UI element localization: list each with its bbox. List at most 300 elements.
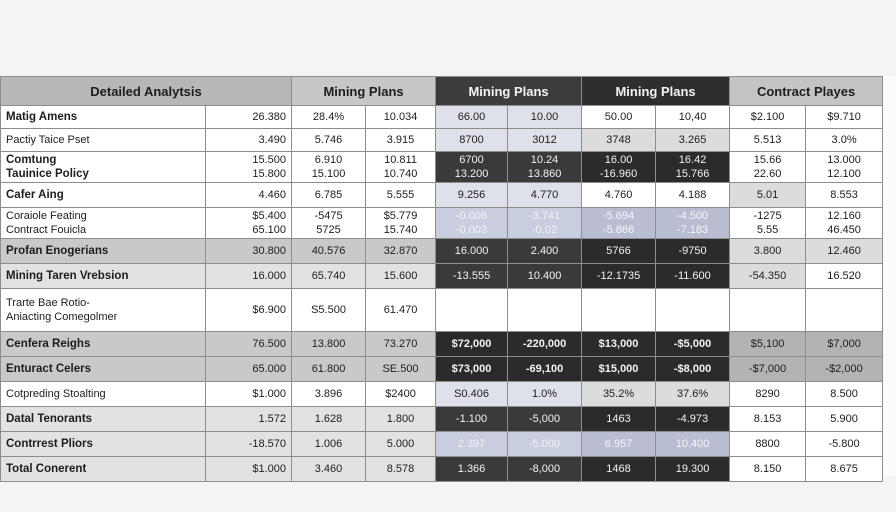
cell-value: 6.957 — [604, 438, 633, 450]
cell-i[interactable] — [806, 289, 883, 332]
cell-value: 1.366 — [457, 463, 486, 475]
cell-value: 5.555 — [386, 189, 415, 201]
cell-c[interactable] — [366, 357, 436, 382]
row-label-cell[interactable] — [1, 264, 206, 289]
cell-value: 12.100 — [827, 168, 861, 180]
cell-c[interactable] — [366, 183, 436, 208]
cell-g[interactable] — [656, 239, 730, 264]
cell-value: $13,000 — [598, 338, 639, 350]
cell-c[interactable] — [366, 457, 436, 482]
cell-value: -3.741 — [528, 210, 561, 222]
cell-f[interactable] — [582, 239, 656, 264]
cell-value: $9.710 — [827, 111, 861, 123]
header-mining-plans-1[interactable]: Mining Plans — [292, 77, 436, 106]
row-label-cell[interactable] — [1, 332, 206, 357]
cell-d[interactable] — [436, 382, 508, 407]
cell-value: -18.570 — [248, 438, 287, 450]
cell-value: $7,000 — [827, 338, 861, 350]
cell-value: 30.800 — [252, 245, 287, 257]
row-label-line: Profan Enogerians — [6, 245, 109, 257]
cell-value: -9750 — [678, 245, 707, 257]
cell-value: 15.66 — [753, 154, 782, 166]
table-row — [1, 239, 883, 264]
cell-e[interactable] — [508, 407, 582, 432]
row-label-line: Pactiy Taice Pset — [6, 134, 90, 146]
row-label-line: Contrrest Pliors — [6, 438, 93, 450]
cell-value: 35.2% — [602, 388, 635, 400]
analysis-table — [0, 76, 883, 482]
cell-g[interactable] — [656, 432, 730, 457]
cell-e[interactable] — [508, 208, 582, 239]
cell-value: 15.800 — [252, 168, 287, 180]
row-label-cell[interactable] — [1, 152, 206, 183]
cell-h[interactable] — [730, 432, 806, 457]
cell-b[interactable] — [292, 289, 366, 332]
cell-f[interactable] — [582, 332, 656, 357]
row-label-cell[interactable] — [1, 208, 206, 239]
cell-g[interactable] — [656, 382, 730, 407]
cell-h[interactable] — [730, 457, 806, 482]
cell-g[interactable] — [656, 129, 730, 152]
cell-i[interactable] — [806, 239, 883, 264]
cell-value: -12.1735 — [596, 270, 641, 282]
cell-value: 3.800 — [753, 245, 782, 257]
row-label-line: Total Conerent — [6, 463, 87, 475]
row-label-line: Mining Taren Vrebsion — [6, 270, 129, 282]
cell-d[interactable] — [436, 106, 508, 129]
cell-h[interactable] — [730, 239, 806, 264]
cell-value: -11.600 — [674, 270, 711, 282]
cell-value: 65.740 — [311, 270, 346, 282]
cell-value: 3.915 — [386, 134, 415, 146]
cell-value: SE.500 — [382, 363, 419, 375]
cell-a[interactable] — [206, 357, 292, 382]
cell-value: 40.576 — [311, 245, 346, 257]
cell-e[interactable] — [508, 152, 582, 183]
cell-c[interactable] — [366, 208, 436, 239]
cell-value: 9.256 — [457, 189, 486, 201]
cell-value: 8.500 — [830, 388, 858, 400]
cell-value: 4.460 — [258, 189, 287, 201]
cell-e[interactable] — [508, 382, 582, 407]
cell-c[interactable] — [366, 289, 436, 332]
cell-i[interactable] — [806, 183, 883, 208]
cell-value: 1.800 — [386, 413, 415, 425]
cell-value: 6.910 — [314, 154, 343, 166]
cell-value: -5.800 — [828, 438, 860, 450]
cell-value: -4.500 — [676, 210, 709, 222]
header-row — [1, 77, 883, 106]
cell-b[interactable] — [292, 264, 366, 289]
cell-value: 3.265 — [678, 134, 707, 146]
table-row — [1, 152, 883, 183]
cell-value: -0.008 — [455, 210, 488, 222]
cell-value: 8.578 — [386, 463, 415, 475]
cell-value: 10.811 — [384, 154, 417, 166]
cell-value: 76.500 — [252, 338, 287, 350]
cell-b[interactable] — [292, 129, 366, 152]
cell-e[interactable] — [508, 457, 582, 482]
cell-value: 13.860 — [527, 168, 562, 180]
cell-value: -$8,000 — [673, 363, 712, 375]
cell-value: 15.600 — [383, 270, 418, 282]
cell-value: 16.42 — [678, 154, 707, 166]
cell-a[interactable] — [206, 152, 292, 183]
cell-value: 61.470 — [383, 304, 418, 316]
cell-value: 3012 — [532, 134, 557, 146]
cell-b[interactable] — [292, 382, 366, 407]
cell-c[interactable] — [366, 239, 436, 264]
row-label-cell[interactable] — [1, 106, 206, 129]
cell-value: 66.00 — [457, 111, 486, 123]
cell-value: 16.520 — [827, 270, 861, 282]
cell-b[interactable] — [292, 357, 366, 382]
header-contract-players[interactable]: Contract Playes — [730, 77, 883, 106]
cell-g[interactable] — [656, 289, 730, 332]
cell-value: 65.000 — [252, 363, 287, 375]
cell-h[interactable] — [730, 289, 806, 332]
table-body — [1, 106, 883, 482]
cell-f[interactable] — [582, 432, 656, 457]
cell-g[interactable] — [656, 106, 730, 129]
cell-value: 3.460 — [314, 463, 343, 475]
row-label-line: Trarte Bae Rotio- — [6, 297, 90, 309]
cell-b[interactable] — [292, 208, 366, 239]
cell-e[interactable] — [508, 332, 582, 357]
row-label-cell[interactable] — [1, 129, 206, 152]
cell-g[interactable] — [656, 264, 730, 289]
cell-value: 15.100 — [311, 168, 346, 180]
cell-a[interactable] — [206, 183, 292, 208]
row-label-line: Comtung — [6, 154, 57, 166]
row-label-cell[interactable] — [1, 239, 206, 264]
cell-value: 12.160 — [827, 210, 861, 222]
cell-d[interactable] — [436, 208, 508, 239]
cell-value: 2.397 — [457, 438, 486, 450]
row-label-cell[interactable] — [1, 432, 206, 457]
cell-i[interactable] — [806, 129, 883, 152]
cell-value: 1463 — [606, 413, 631, 425]
cell-value: 10.034 — [383, 111, 418, 123]
table-row — [1, 208, 883, 239]
cell-value: $1.000 — [252, 463, 287, 475]
cell-h[interactable] — [730, 332, 806, 357]
cell-d[interactable] — [436, 332, 508, 357]
cell-i[interactable] — [806, 357, 883, 382]
cell-i[interactable] — [806, 457, 883, 482]
cell-b[interactable] — [292, 407, 366, 432]
cell-h[interactable] — [730, 106, 806, 129]
cell-h[interactable] — [730, 152, 806, 183]
cell-value: 8800 — [755, 438, 780, 450]
cell-f[interactable] — [582, 129, 656, 152]
cell-e[interactable] — [508, 357, 582, 382]
table-row — [1, 129, 883, 152]
cell-b[interactable] — [292, 332, 366, 357]
cell-value: $5.400 — [252, 210, 287, 222]
cell-g[interactable] — [656, 152, 730, 183]
row-label-line: Cafer Aing — [6, 189, 64, 201]
cell-a[interactable] — [206, 407, 292, 432]
row-label-line: Coraiole Feating — [6, 210, 87, 222]
cell-value: 13.200 — [454, 168, 489, 180]
cell-value: -$5,000 — [673, 338, 712, 350]
cell-i[interactable] — [806, 106, 883, 129]
cell-value: -7.183 — [676, 224, 709, 236]
cell-value: 5.513 — [753, 134, 782, 146]
cell-value: 15.500 — [252, 154, 287, 166]
cell-value: 3.0% — [831, 134, 857, 146]
cell-value: -0.02 — [532, 224, 558, 236]
cell-g[interactable] — [656, 208, 730, 239]
cell-a[interactable] — [206, 332, 292, 357]
cell-a[interactable] — [206, 289, 292, 332]
cell-value: 13.000 — [827, 154, 861, 166]
row-label-line: Contract Fouicla — [6, 224, 87, 236]
cell-value: 2.400 — [530, 245, 559, 257]
cell-c[interactable] — [366, 332, 436, 357]
cell-h[interactable] — [730, 407, 806, 432]
cell-i[interactable] — [806, 407, 883, 432]
cell-value: -13.555 — [452, 270, 491, 282]
spreadsheet-sheet — [0, 76, 896, 476]
cell-b[interactable] — [292, 457, 366, 482]
row-label-line: Enturact Celers — [6, 363, 92, 375]
cell-a[interactable] — [206, 432, 292, 457]
cell-f[interactable] — [582, 407, 656, 432]
cell-g[interactable] — [656, 183, 730, 208]
cell-value: 50.00 — [604, 111, 633, 123]
cell-value: 46.450 — [827, 224, 861, 236]
cell-d[interactable] — [436, 239, 508, 264]
cell-value: 4.188 — [678, 189, 707, 201]
cell-value: -16.960 — [599, 168, 638, 180]
cell-g[interactable] — [656, 332, 730, 357]
row-label-line: Cenfera Reighs — [6, 338, 91, 350]
cell-f[interactable] — [582, 183, 656, 208]
cell-d[interactable] — [436, 457, 508, 482]
table-row — [1, 264, 883, 289]
cell-d[interactable] — [436, 129, 508, 152]
cell-value: 28.4% — [312, 111, 345, 123]
cell-value: -1275 — [753, 210, 782, 222]
cell-b[interactable] — [292, 432, 366, 457]
cell-value: -5475 — [314, 210, 343, 222]
cell-value: 65.100 — [252, 224, 287, 236]
cell-h[interactable] — [730, 129, 806, 152]
cell-value: 8.150 — [753, 463, 782, 475]
cell-a[interactable] — [206, 208, 292, 239]
cell-b[interactable] — [292, 239, 366, 264]
cell-d[interactable] — [436, 152, 508, 183]
cell-i[interactable] — [806, 208, 883, 239]
row-label-cell[interactable] — [1, 407, 206, 432]
cell-value: $15,000 — [598, 363, 639, 375]
cell-e[interactable] — [508, 239, 582, 264]
cell-value: 1.006 — [314, 438, 343, 450]
cell-value: 37.6% — [676, 388, 709, 400]
cell-f[interactable] — [582, 264, 656, 289]
cell-value: 10.00 — [530, 111, 559, 123]
table-row — [1, 289, 883, 332]
cell-i[interactable] — [806, 152, 883, 183]
cell-value: 15.740 — [383, 224, 418, 236]
cell-e[interactable] — [508, 106, 582, 129]
cell-value: $2400 — [385, 388, 416, 400]
cell-value: 10.740 — [383, 168, 418, 180]
cell-value: 5766 — [606, 245, 631, 257]
cell-g[interactable] — [656, 407, 730, 432]
cell-value: 5.01 — [756, 189, 779, 201]
cell-a[interactable] — [206, 106, 292, 129]
cell-value: -$2,000 — [825, 363, 863, 375]
cell-value: -5.694 — [602, 210, 635, 222]
cell-value: 5.55 — [756, 224, 779, 236]
cell-g[interactable] — [656, 457, 730, 482]
cell-value: -4.973 — [676, 413, 709, 425]
cell-c[interactable] — [366, 432, 436, 457]
header-mining-plans-3[interactable]: Mining Plans — [582, 77, 730, 106]
cell-value: S0.406 — [454, 388, 489, 400]
cell-c[interactable] — [366, 106, 436, 129]
cell-value: 32.870 — [383, 245, 418, 257]
cell-d[interactable] — [436, 183, 508, 208]
row-label-cell[interactable] — [1, 357, 206, 382]
cell-value: $5,100 — [750, 338, 785, 350]
cell-c[interactable] — [366, 264, 436, 289]
cell-value: 61.800 — [311, 363, 346, 375]
cell-value: 10.400 — [527, 270, 562, 282]
cell-value: 5.900 — [830, 413, 858, 425]
cell-e[interactable] — [508, 432, 582, 457]
cell-f[interactable] — [582, 289, 656, 332]
cell-value: 10.400 — [675, 438, 710, 450]
cell-value: 1.572 — [258, 413, 287, 425]
cell-value: 8290 — [755, 388, 780, 400]
cell-value: -0.003 — [455, 224, 488, 236]
cell-value: 12.460 — [827, 245, 861, 257]
row-label-line: Tauinice Policy — [6, 168, 89, 180]
cell-f[interactable] — [582, 152, 656, 183]
cell-i[interactable] — [806, 382, 883, 407]
cell-f[interactable] — [582, 208, 656, 239]
cell-e[interactable] — [508, 129, 582, 152]
cell-g[interactable] — [656, 357, 730, 382]
cell-value: 8.153 — [753, 413, 782, 425]
cell-value: 5.000 — [386, 438, 415, 450]
cell-value: -1.100 — [455, 413, 488, 425]
cell-b[interactable] — [292, 106, 366, 129]
table-row — [1, 407, 883, 432]
cell-value: S5.500 — [311, 304, 346, 316]
cell-e[interactable] — [508, 289, 582, 332]
cell-f[interactable] — [582, 357, 656, 382]
cell-value: -8,000 — [528, 463, 561, 475]
cell-h[interactable] — [730, 357, 806, 382]
cell-h[interactable] — [730, 382, 806, 407]
row-label-line: Cotpreding Stoalting — [6, 388, 106, 400]
cell-b[interactable] — [292, 152, 366, 183]
cell-d[interactable] — [436, 407, 508, 432]
cell-value: 26.380 — [252, 111, 287, 123]
cell-f[interactable] — [582, 382, 656, 407]
row-label-cell[interactable] — [1, 457, 206, 482]
header-detailed-analysis[interactable]: Detailed Analytsis — [1, 77, 292, 106]
cell-value: -54.350 — [748, 270, 787, 282]
cell-h[interactable] — [730, 208, 806, 239]
table-row — [1, 357, 883, 382]
table-row — [1, 432, 883, 457]
header-mining-plans-2[interactable]: Mining Plans — [436, 77, 582, 106]
cell-value: 4.770 — [530, 189, 559, 201]
cell-value: 1.0% — [532, 388, 558, 400]
cell-d[interactable] — [436, 357, 508, 382]
table-row — [1, 183, 883, 208]
cell-value: $73,000 — [451, 363, 492, 375]
cell-c[interactable] — [366, 382, 436, 407]
cell-f[interactable] — [582, 106, 656, 129]
cell-value: 8.553 — [830, 189, 858, 201]
cell-value: $1.000 — [252, 388, 287, 400]
cell-c[interactable] — [366, 129, 436, 152]
cell-i[interactable] — [806, 332, 883, 357]
cell-d[interactable] — [436, 289, 508, 332]
cell-h[interactable] — [730, 183, 806, 208]
row-label-line: Datal Tenorants — [6, 413, 93, 425]
cell-a[interactable] — [206, 264, 292, 289]
cell-value: -5.000 — [528, 438, 561, 450]
cell-c[interactable] — [366, 152, 436, 183]
cell-e[interactable] — [508, 183, 582, 208]
cell-a[interactable] — [206, 239, 292, 264]
cell-value: 3748 — [606, 134, 631, 146]
cell-d[interactable] — [436, 432, 508, 457]
cell-value: 16.000 — [454, 245, 489, 257]
cell-a[interactable] — [206, 129, 292, 152]
cell-i[interactable] — [806, 432, 883, 457]
cell-i[interactable] — [806, 264, 883, 289]
cell-a[interactable] — [206, 382, 292, 407]
cell-c[interactable] — [366, 407, 436, 432]
cell-value: 15.766 — [675, 168, 710, 180]
cell-value: 10.24 — [530, 154, 559, 166]
cell-f[interactable] — [582, 457, 656, 482]
cell-value: 4.760 — [604, 189, 633, 201]
cell-value: $5.779 — [383, 210, 418, 222]
cell-e[interactable] — [508, 264, 582, 289]
row-label-line: Matig Amens — [6, 111, 78, 123]
table-row — [1, 106, 883, 129]
cell-h[interactable] — [730, 264, 806, 289]
row-label-cell[interactable] — [1, 289, 206, 332]
cell-value: 6.785 — [314, 189, 343, 201]
cell-value: 3.490 — [258, 134, 287, 146]
cell-d[interactable] — [436, 264, 508, 289]
cell-value: 1.628 — [314, 413, 343, 425]
cell-value: 16.00 — [604, 154, 633, 166]
cell-value: 1468 — [606, 463, 631, 475]
cell-value: -5.866 — [602, 224, 635, 236]
cell-value: 3.896 — [314, 388, 343, 400]
cell-value: -220,000 — [522, 338, 567, 350]
row-label-cell[interactable] — [1, 183, 206, 208]
cell-value: 8700 — [459, 134, 484, 146]
cell-b[interactable] — [292, 183, 366, 208]
cell-a[interactable] — [206, 457, 292, 482]
table-row — [1, 382, 883, 407]
cell-value: 5725 — [316, 224, 341, 236]
row-label-cell[interactable] — [1, 382, 206, 407]
